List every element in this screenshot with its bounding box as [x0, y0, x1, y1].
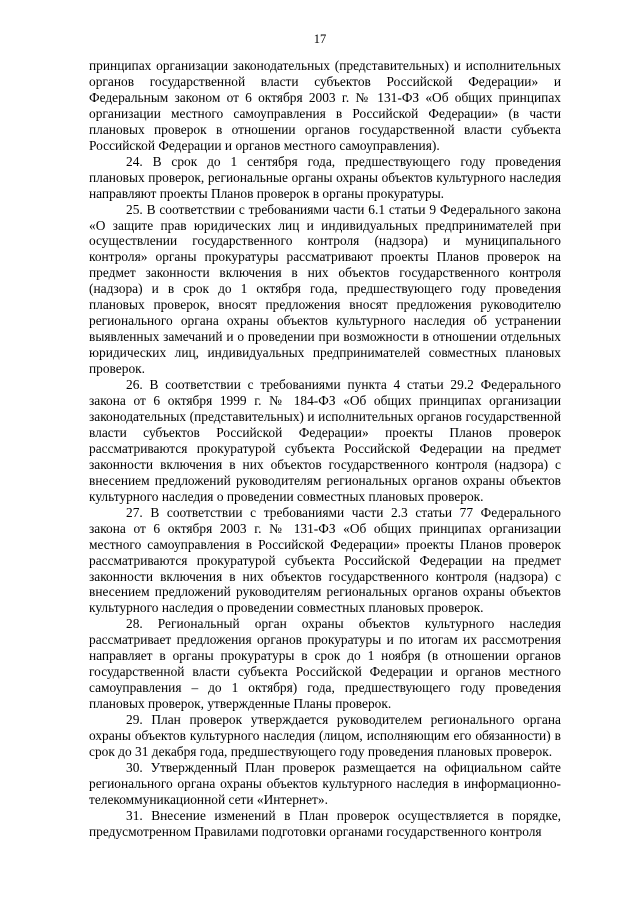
paragraph-28: 28. Региональный орган охраны объектов культурного наследия рассматривает предложения органов прокуратуры и по итогам их рассмотрения направляет в органы прокуратуры в срок до 1 ноября (в отношении органов государственной власти субъекта Российской Федерации и органов местного самоуправления – до 1 октября) года, предшествующего году проведения плановых проверок, утвержденные Планы проверок. [89, 616, 561, 712]
paragraph-29: 29. План проверок утверждается руководителем регионального органа охраны объектов культурного наследия (лицом, исполняющим его обязанности) в срок до 31 декабря года, предшествующего году проведения плановых проверок. [89, 712, 561, 759]
paragraph-26: 26. В соответствии с требованиями пункта 4 статьи 29.2 Федерального закона от 6 октября 1999 г. № 184-ФЗ «Об общих принципах организации законодательных (представительных) и исполнительных органов государственной власти субъектов Российской Федерации» проекты Планов проверок рассматриваются прокуратурой субъекта Российской Федерации на предмет законности включения в них объектов государственного контроля (надзора) с внесением предложений руководителям региональных органов охраны объектов культурного наследия о проведении совместных плановых проверок. [89, 377, 561, 504]
paragraph-30: 30. Утвержденный План проверок размещается на официальном сайте регионального органа охраны объектов культурного наследия в информационно-телекоммуникационной сети «Интернет». [89, 759, 561, 807]
paragraph-continuation: принципах организации законодательных (представительных) и исполнительных органов государственной власти субъектов Российской Федерации» и Федеральным законом от 6 октября 2003 г. № 131-ФЗ «Об общих принципах организации местного самоуправления в Российской Федерации» (в части плановых проверок в отношении органов государственной власти субъекта Российской Федерации и органов местного самоуправления). [89, 58, 561, 153]
paragraph-31: 31. Внесение изменений в План проверок осуществляется в порядке, предусмотренном Правилами подготовки органами государственного контроля [89, 807, 561, 839]
paragraph-27: 27. В соответствии с требованиями части 2.3 статьи 77 Федерального закона от 6 октября 2003 г. № 131-ФЗ «Об общих принципах организации местного самоуправления в Российской Федерации» проекты Планов проверок рассматриваются прокуратурой субъекта Российской Федерации на предмет законности включения в них объектов государственного контроля (надзора) с внесением предложений руководителям региональных органов охраны объектов культурного наследия о проведении совместных плановых проверок. [89, 504, 561, 616]
page-number: 17 [313, 32, 327, 46]
paragraph-24: 24. В срок до 1 сентября года, предшествующего году проведения плановых проверок, региональные органы охраны объектов культурного наследия направляют проекты Планов проверок в органы прокуратуры. [89, 153, 561, 201]
document-body [89, 58, 561, 840]
paragraph-25: 25. В соответствии с требованиями части 6.1 статьи 9 Федерального закона «О защите прав юридических лиц и индивидуальных предпринимателей при осуществлении государственного контроля (надзора) и муниципального контроля» органы прокуратуры рассматривают проекты Планов проверок на предмет законности включения в них объектов государственного контроля (надзора) и в срок до 1 октября года, предшествующего году проведения плановых проверок, вносят предложения вносят предложения руководителю регионального органа охраны объектов культурного наследия об устранении выявленных замечаний и о проведении при возможности в отношении отдельных юридических лиц, индивидуальных предпринимателей совместных плановых проверок. [89, 201, 561, 377]
